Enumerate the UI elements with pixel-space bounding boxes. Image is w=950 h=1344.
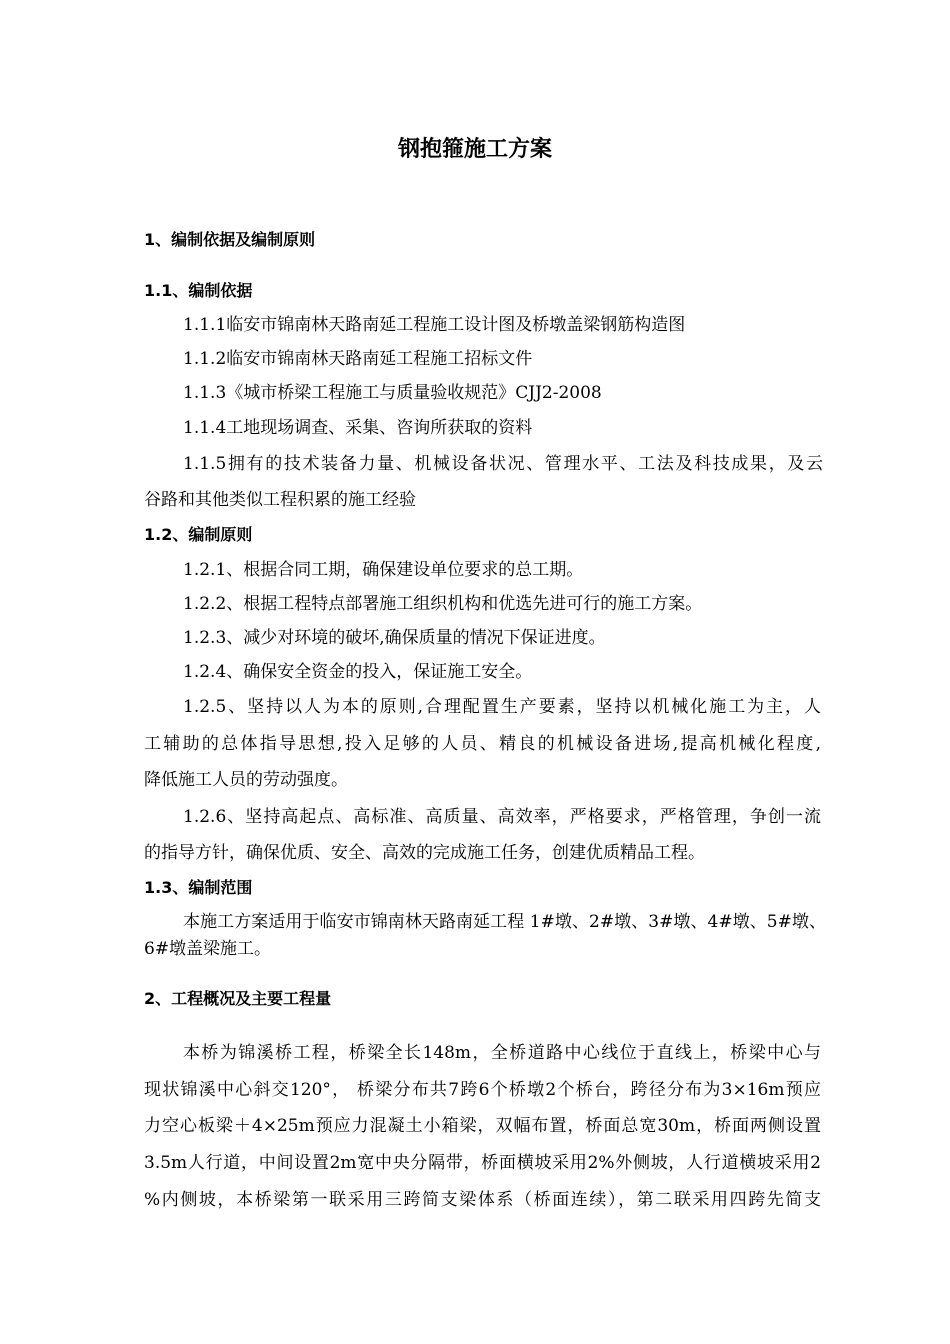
- list-item: 1.2.5、坚持以人为本的原则,合理配置生产要素，坚持以机械化施工为主，人: [183, 697, 821, 717]
- list-item: 1.2.3、减少对环境的破坏,确保质量的情况下保证进度。: [183, 628, 606, 648]
- list-item: 1.1.1临安市锦南林天路南延工程施工设计图及桥墩盖梁钢筋构造图: [183, 315, 686, 335]
- list-item: 1.2.2、根据工程特点部署施工组织机构和优选先进可行的施工方案。: [183, 594, 703, 614]
- list-item: 1.1.5拥有的技术装备力量、机械设备状况、管理水平、工法及科技成果，及云: [183, 454, 823, 474]
- list-item-continuation: 谷路和其他类似工程积累的施工经验: [144, 490, 416, 510]
- paragraph-line: 本桥为锦溪桥工程，桥梁全长148m，全桥道路中心线位于直线上，桥梁中心与: [183, 1043, 821, 1063]
- list-item: 1.1.2临安市锦南林天路南延工程施工招标文件: [183, 349, 533, 369]
- section-heading-1-2: 1.2、编制原则: [144, 525, 253, 544]
- paragraph-line: 本施工方案适用于临安市锦南林天路南延工程 1#墩、2#墩、3#墩、4#墩、5#墩、: [183, 912, 826, 932]
- section-heading-1-1: 1.1、编制依据: [144, 281, 253, 300]
- list-item-continuation: 降低施工人员的劳动强度。: [144, 770, 348, 790]
- paragraph-line: %内侧坡，本桥梁第一联采用三跨简支梁体系（桥面连续），第二联采用四跨先简支: [144, 1190, 821, 1210]
- section-heading-2: 2、工程概况及主要工程量: [144, 989, 332, 1008]
- section-heading-1-3: 1.3、编制范围: [144, 878, 253, 897]
- list-item: 1.1.3《城市桥梁工程施工与质量验收规范》CJJ2-2008: [183, 383, 602, 403]
- paragraph-line: 6#墩盖梁施工。: [144, 939, 272, 959]
- list-item: 1.2.6、坚持高起点、高标准、高质量、高效率，严格要求，严格管理，争创一流: [183, 807, 821, 827]
- paragraph-line: 力空心板梁＋4×25m预应力混凝土小箱梁，双幅布置，桥面总宽30m，桥面两侧设置: [144, 1116, 821, 1136]
- list-item-continuation: 工辅助的总体指导思想,投入足够的人员、精良的机械设备进场,提高机械化程度,: [144, 734, 821, 754]
- document-title: 钢抱箍施工方案: [397, 137, 552, 162]
- section-heading-1: 1、编制依据及编制原则: [144, 230, 316, 249]
- list-item: 1.1.4工地现场调查、采集、咨询所获取的资料: [183, 418, 533, 438]
- list-item-continuation: 的指导方针，确保优质、安全、高效的完成施工任务，创建优质精品工程。: [144, 843, 705, 863]
- paragraph-line: 现状锦溪中心斜交120°， 桥梁分布共7跨6个桥墩2个桥台，跨径分布为3×16m预应: [144, 1080, 821, 1100]
- list-item: 1.2.1、根据合同工期，确保建设单位要求的总工期。: [183, 560, 584, 580]
- paragraph-line: 3.5m人行道，中间设置2m宽中央分隔带，桥面横坡采用2%外侧坡，人行道横坡采用2: [144, 1153, 821, 1173]
- list-item: 1.2.4、确保安全资金的投入，保证施工安全。: [183, 662, 533, 682]
